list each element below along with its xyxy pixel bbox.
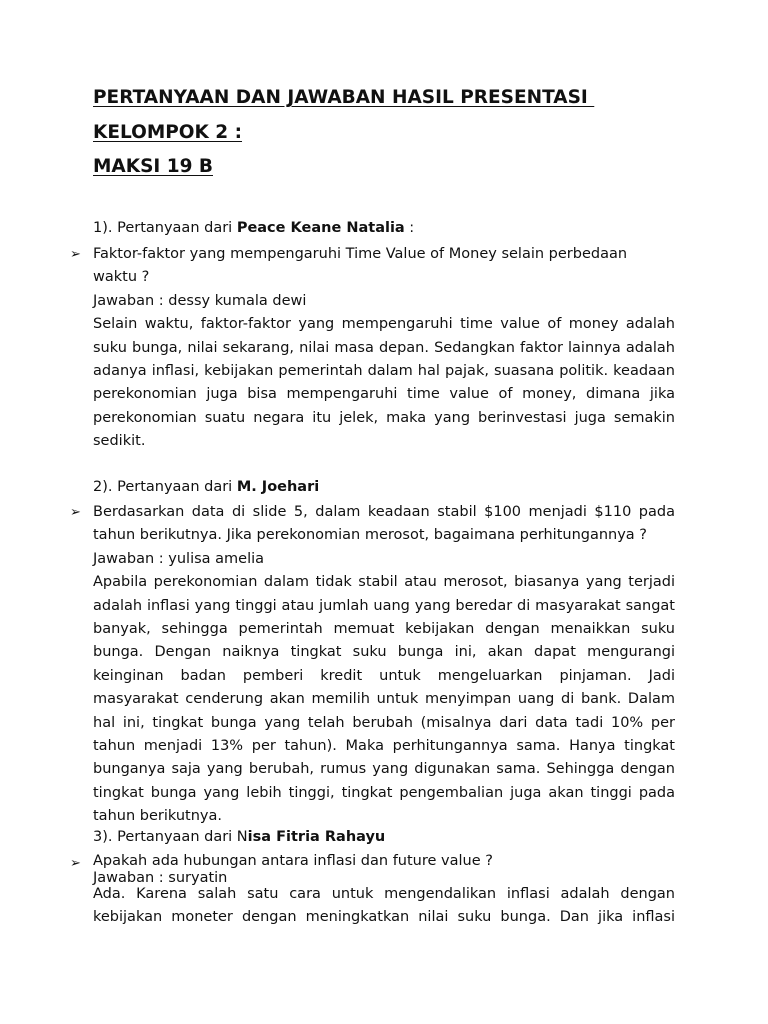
answer-3-answerer: Jawaban : suryatin — [93, 870, 228, 886]
arrow-bullet-icon: ➢ — [70, 856, 81, 871]
question-1-text-line-1: Faktor-faktor yang mempengaruhi Time Value of Money selain perbedaan — [93, 246, 628, 262]
answer-1-text: Selain waktu, faktor-faktor yang mempengaruhi time value of money adalah suku bunga, nilai sekarang, nilai masa depan. Sedangkan faktor lainnya adalah adanya inflasi, kebijakan pemerintah dalam hal pajak, suasana politik. keadaan perekonomian juga bisa mempengaruhi time value of money, dimana jika perekonomian suatu negara itu jelek, maka yang berinvestasi juga semakin sedikit. — [93, 316, 675, 450]
document-title-line-1: PERTANYAAN DAN JAWABAN HASIL PRESENTASI — [93, 87, 595, 108]
question-2-body — [93, 501, 675, 829]
question-1-text-line-2: waktu ? — [93, 269, 150, 286]
question-3-text: Apakah ada hubungan antara inflasi dan future value ? — [93, 853, 493, 869]
answer-3-text-line-1: Ada. Karena salah satu cara untuk mengendalikan inflasi adalah dengan — [93, 886, 675, 902]
question-3-body — [93, 853, 675, 887]
question-3-prefix: 3). Pertanyaan dari N — [93, 829, 248, 845]
answer-2-answerer: Jawaban : yulisa amelia — [93, 550, 265, 567]
question-1-heading — [93, 220, 414, 236]
answer-3-text-line-2: kebijakan moneter dengan meningkatkan nilai suku bunga. Dan jika inflasi — [93, 909, 675, 926]
question-2-heading — [93, 479, 319, 495]
question-1-asker: Peace Keane Natalia — [236, 220, 405, 236]
answer-2-text: Apabila perekonomian dalam tidak stabil atau merosot, biasanya yang terjadi adalah inflasi yang tinggi atau jumlah uang yang beredar di masyarakat sangat banyak, sehingga pemerintah memuat kebijakan dengan menaikkan suku bunga. Dengan naiknya tingkat suku bunga ini, akan dapat mengurangi keinginan badan pemberi kredit untuk mengeluarkan pinjaman. Jadi masyarakat cenderung akan memilih untuk menyimpan uang di bank. Dalam hal ini, tingkat bunga yang telah berubah (misalnya dari data tadi 10% per tahun menjadi 13% per tahun). Maka perhitungannya sama. Hanya tingkat bunganya saja yang berubah, rumus yang digunakan sama. Sehingga dengan tingkat bunga yang lebih tinggi, tingkat pengembalian juga akan tinggi pada tahun berikutnya. — [93, 574, 675, 825]
question-2-prefix: 2). Pertanyaan dari — [93, 479, 237, 495]
question-2-text: Berdasarkan data di slide 5, dalam keadaan stabil $100 menjadi $110 pada tahun berikutnya. Jika perekonomian merosot, bagaimana perhitungannya ? — [93, 504, 675, 544]
question-3-heading — [93, 829, 385, 845]
question-1-body — [93, 243, 675, 454]
question-1-prefix: 1). Pertanyaan dari — [93, 220, 237, 236]
question-2-asker: M. Joehari — [236, 479, 320, 495]
document-title-line-2: KELOMPOK 2 : — [93, 122, 243, 143]
answer-3-body — [93, 883, 675, 930]
answer-1-answerer: Jawaban : dessy kumala dewi — [93, 292, 307, 309]
arrow-bullet-icon: ➢ — [70, 505, 81, 520]
document-title-line-3: MAKSI 19 B — [93, 156, 213, 177]
question-1-suffix: : — [404, 220, 415, 236]
arrow-bullet-icon: ➢ — [70, 247, 81, 262]
question-3-asker: isa Fitria Rahayu — [247, 829, 386, 845]
